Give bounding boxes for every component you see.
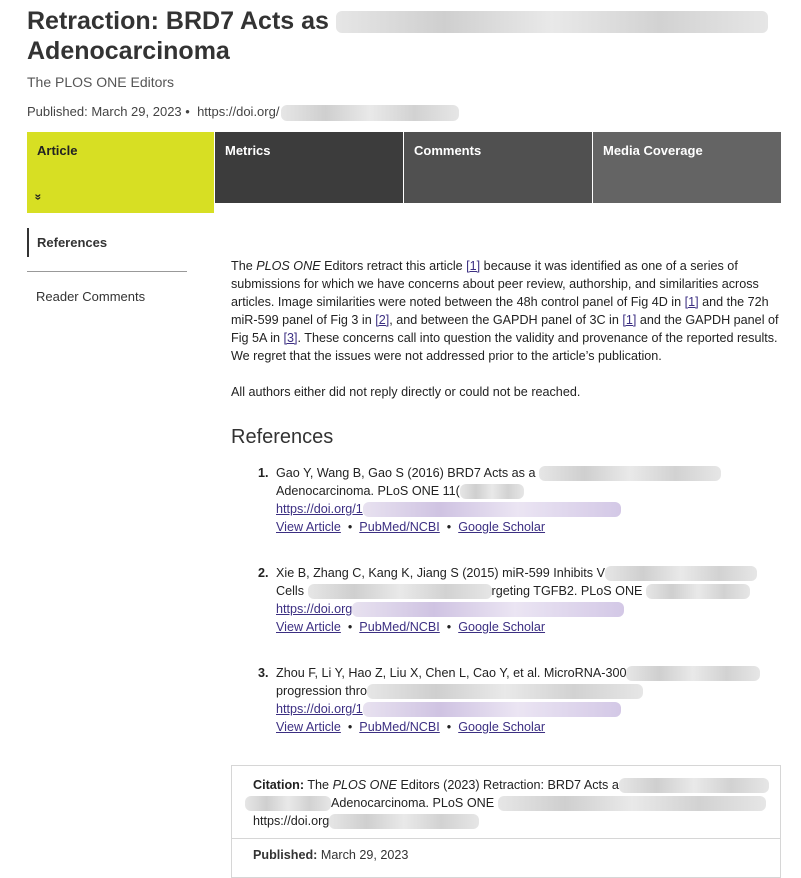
body-text: and the 72h miR-599 panel of Fig 3 in bbox=[231, 295, 769, 327]
published-date: Published: March 29, 2023 bbox=[27, 104, 182, 119]
citation-link-1[interactable]: [1] bbox=[466, 259, 481, 273]
citation-box bbox=[231, 765, 781, 878]
redacted-text bbox=[646, 584, 750, 599]
pubmed-link[interactable]: PubMed/NCBI bbox=[359, 520, 440, 534]
google-scholar-link[interactable]: Google Scholar bbox=[458, 520, 546, 534]
citation-published bbox=[253, 848, 408, 862]
sidebar-item-reader-comments[interactable]: Reader Comments bbox=[36, 289, 146, 304]
view-article-link[interactable]: View Article bbox=[276, 620, 341, 634]
tab-media-coverage-label: Media Coverage bbox=[603, 143, 703, 158]
reference-number: 1. bbox=[258, 466, 269, 480]
citation-journal: PLOS ONE bbox=[332, 778, 397, 792]
google-scholar-link[interactable]: Google Scholar bbox=[458, 720, 546, 734]
tab-comments-label: Comments bbox=[414, 143, 482, 158]
reference-text: Zhou F, Li Y, Hao Z, Liu X, Chen L, Cao Y, et al. MicroRNA-300 bbox=[276, 666, 627, 680]
article-side-nav bbox=[27, 228, 187, 311]
redacted-text bbox=[308, 584, 492, 599]
article-tabs bbox=[27, 132, 781, 213]
reference-text: Adenocarcinoma. PLoS ONE 11( bbox=[276, 484, 460, 498]
redacted-text bbox=[626, 666, 760, 681]
redacted-doi bbox=[363, 502, 621, 517]
redacted-text bbox=[367, 684, 643, 699]
published-line bbox=[27, 104, 459, 121]
article-title bbox=[27, 6, 787, 66]
redacted-doi bbox=[329, 814, 479, 829]
retraction-paragraph bbox=[231, 257, 779, 365]
citation-link-3[interactable]: [3] bbox=[283, 331, 298, 345]
bullet-separator: • bbox=[185, 104, 190, 119]
citation-link-2[interactable]: [2] bbox=[375, 313, 390, 327]
tab-article-label: Article bbox=[37, 143, 78, 158]
redacted-text bbox=[460, 484, 524, 499]
references-heading: References bbox=[231, 426, 334, 448]
redacted-text bbox=[539, 466, 721, 481]
chevron-down-icon: » bbox=[31, 193, 46, 201]
citation-link-1[interactable]: [1] bbox=[684, 295, 699, 309]
reference-doi-link[interactable]: https://doi.org/1 bbox=[276, 502, 363, 516]
reference-text: progression thro bbox=[276, 684, 368, 698]
citation-label: Citation: bbox=[253, 778, 305, 792]
published-label: Published: bbox=[253, 848, 318, 862]
reference-number: 3. bbox=[258, 666, 269, 680]
google-scholar-link[interactable]: Google Scholar bbox=[458, 620, 546, 634]
redacted-doi bbox=[352, 602, 624, 617]
body-text: , and between the GAPDH panel of 3C in bbox=[389, 313, 623, 327]
redacted-title-part bbox=[336, 11, 768, 33]
pubmed-link[interactable]: PubMed/NCBI bbox=[359, 620, 440, 634]
citation-part: Editors (2023) Retraction: BRD7 Acts a bbox=[396, 778, 619, 792]
reference-text: rgeting TGFB2. PLoS ONE bbox=[491, 584, 646, 598]
redacted-doi bbox=[363, 702, 621, 717]
citation-text bbox=[232, 766, 780, 830]
authors-paragraph: All authors either did not reply directly or could not be reached. bbox=[231, 385, 581, 399]
title-text-end: Adenocarcinoma bbox=[27, 37, 230, 65]
tab-article[interactable] bbox=[27, 132, 214, 213]
tab-comments[interactable] bbox=[404, 132, 592, 203]
tab-media-coverage[interactable] bbox=[593, 132, 781, 203]
body-text: The bbox=[231, 259, 257, 273]
reference-number: 2. bbox=[258, 566, 269, 580]
citation-part: The bbox=[304, 778, 333, 792]
reference-links: View Article • PubMed/NCBI • Google Scholar bbox=[276, 620, 546, 634]
body-text: . These concerns call into question the validity and provenance of the reported results. We regret that the issues were not addressed prior to the article’s publication. bbox=[231, 331, 778, 363]
view-article-link[interactable]: View Article bbox=[276, 720, 341, 734]
citation-part: Adenocarcinoma. PLoS ONE bbox=[331, 796, 498, 810]
redacted-text bbox=[245, 796, 331, 811]
redacted-doi bbox=[281, 105, 459, 121]
sidebar-item-references[interactable]: References bbox=[27, 228, 187, 257]
title-text-start: Retraction: BRD7 Acts as bbox=[27, 7, 329, 35]
reference-links: View Article • PubMed/NCBI • Google Scholar bbox=[276, 720, 546, 734]
body-text: Editors retract this article bbox=[320, 259, 467, 273]
doi-link[interactable]: https://doi.org/ bbox=[197, 104, 280, 119]
citation-link-1[interactable]: [1] bbox=[622, 313, 637, 327]
reference-text: Xie B, Zhang C, Kang K, Jiang S (2015) miR-599 Inhibits V bbox=[276, 566, 606, 580]
redacted-text bbox=[619, 778, 769, 793]
redacted-text bbox=[605, 566, 757, 581]
view-article-link[interactable]: View Article bbox=[276, 520, 341, 534]
reference-text: Gao Y, Wang B, Gao S (2016) BRD7 Acts as a bbox=[276, 466, 539, 480]
reference-doi-link[interactable]: https://doi.org bbox=[276, 602, 353, 616]
redacted-text bbox=[498, 796, 766, 811]
article-body bbox=[231, 257, 779, 401]
reference-links: View Article • PubMed/NCBI • Google Scholar bbox=[276, 520, 546, 534]
journal-name: PLOS ONE bbox=[256, 259, 321, 273]
body-text: and the GAPDH panel of Fig 5A in bbox=[231, 313, 779, 345]
reference-text: Cells bbox=[276, 584, 308, 598]
body-text: because it was identified as one of a series of submissions for which we have concerns about peer review, authorship, and similarities across articles. Image similarities were noted between the 48h control panel of Fig 4D in bbox=[231, 259, 759, 309]
tab-metrics[interactable] bbox=[215, 132, 403, 203]
published-value: March 29, 2023 bbox=[317, 848, 409, 862]
reference-doi-link[interactable]: https://doi.org/1 bbox=[276, 702, 363, 716]
pubmed-link[interactable]: PubMed/NCBI bbox=[359, 720, 440, 734]
sidebar-divider bbox=[27, 271, 187, 272]
citation-divider bbox=[232, 838, 780, 839]
article-author[interactable]: The PLOS ONE Editors bbox=[27, 74, 175, 90]
tab-metrics-label: Metrics bbox=[225, 143, 271, 158]
citation-doi[interactable]: https://doi.org bbox=[253, 814, 330, 828]
